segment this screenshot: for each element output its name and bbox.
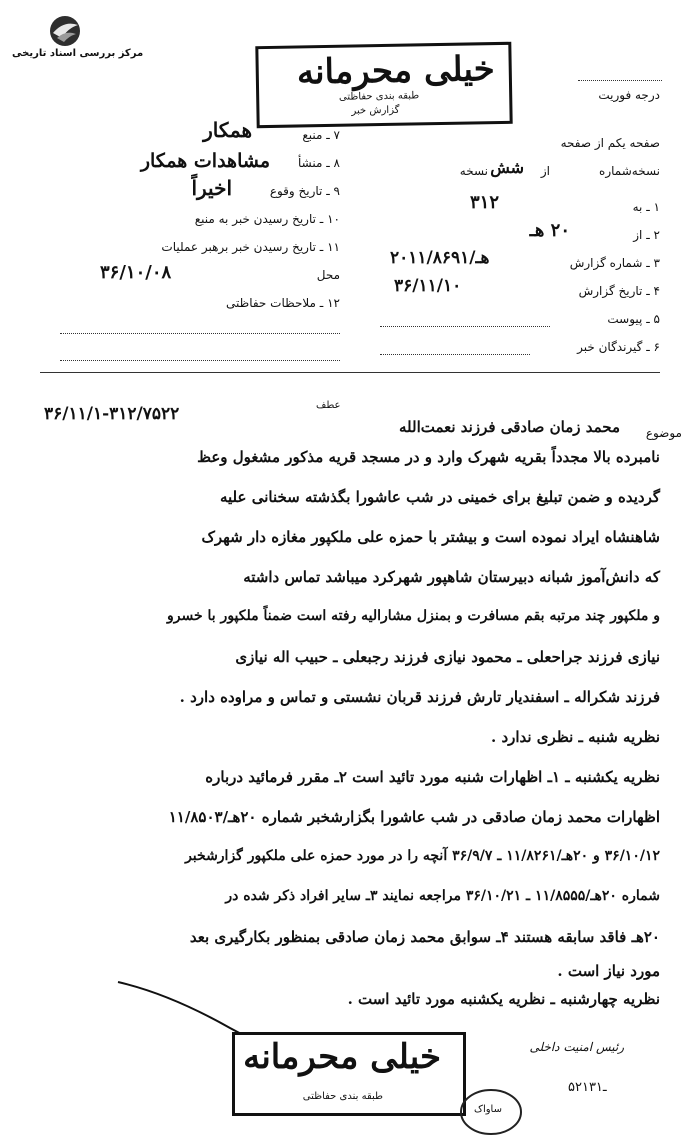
form-label-report-date: ۴ ـ تاریخ گزارش: [578, 284, 660, 298]
body-line: که دانش‌آموز شبانه دبیرستان شاهپور شهرکرد میباشد تماس داشته: [243, 568, 660, 586]
form-label-from: ۲ ـ از: [633, 228, 660, 242]
form-label-notes: ۱۲ ـ ملاحظات حفاظتی: [226, 296, 340, 310]
body-line: نظریه چهارشنبه ـ نظریه یکشنبه مورد تائید است .: [347, 990, 660, 1008]
body-line: ۳۶/۱۰/۱۲ و ۲۰هـ/۱۱/۸۲۶۱ ـ ۳۶/۹/۷ آنچه را در مورد حمزه علی ملکپور گزارشخبر: [185, 848, 660, 864]
body-line: گردیده و ضمن تبلیغ برای خمینی در شب عاشورا بگذشته سخنانی علیه: [219, 488, 660, 506]
subject-refs: ۳۶/۱۱/۱-۳۱۲/۷۵۲۲: [44, 404, 180, 424]
form-label-origin: ۸ ـ منشأ: [297, 156, 340, 170]
logo-icon: [44, 14, 86, 48]
body-line: فرزند شکراله ـ اسفندیار تارش فرزند قربان نشستی و تماس و مراوده دارد .: [179, 688, 660, 706]
body-line: مورد نیاز است .: [557, 962, 660, 980]
footer-stamp-sub: طبقه بندی حفاظتی: [302, 1091, 383, 1102]
form-value-source: همکار: [203, 118, 252, 142]
urgency-label: درجه فوریت: [598, 88, 660, 102]
form-value-to: ۳۱۲: [470, 192, 500, 213]
copies-count: شش: [490, 158, 524, 177]
stamp-sub-text-2: گزارش خبر: [351, 104, 400, 117]
body-line: شاهنشاه ایراد نموده است و بیشتر با حمزه علی ملکپور مغازه دار شهرک: [201, 528, 660, 546]
round-seal: [456, 1086, 526, 1138]
form-label-date: ۹ ـ تاریخ وقوع: [269, 184, 340, 198]
form-label-attachment: ۵ ـ پیوست: [607, 312, 660, 326]
form-label-source-date: ۱۰ ـ تاریخ رسیدن خبر به منبع: [194, 212, 340, 226]
subject-label: موضوع: [645, 426, 682, 440]
form-label-source: ۷ ـ منبع: [302, 128, 340, 142]
stamp-main-text: خیلی محرمانه: [296, 49, 496, 93]
form-label-ops-date: ۱۱ ـ تاریخ رسیدن خبر برهبر عملیات: [161, 240, 340, 254]
seal-text: ساواک: [474, 1104, 502, 1115]
form-label-report-no: ۳ ـ شماره گزارش: [569, 256, 660, 270]
page-line: صفحه یکم از صفحه: [560, 136, 660, 150]
body-line: و ملکپور چند مرتبه بقم مسافرت و بمنزل مشارالیه رفته است ضمناً ملکپور با خسرو: [167, 608, 660, 624]
form-label-recipients: ۶ ـ گیرندگان خبر: [577, 340, 660, 354]
copies-label: نسخه‌شماره: [599, 164, 660, 178]
report-body: [30, 448, 660, 988]
copies-from: از: [540, 164, 550, 178]
form-value-place: ۳۶/۱۰/۰۸: [100, 262, 172, 283]
subject-note: عطف: [316, 400, 341, 411]
form-value-from: ۲۰ هـ: [529, 220, 570, 241]
classification-stamp: [255, 42, 512, 128]
form-value-report-no: ۲۰هـ/۱۱/۸۶۹۱: [390, 248, 490, 268]
body-line: اظهارات محمد زمان صادقی در شب عاشورا بگزارشخبر شماره ۲۰هـ/۱۱/۸۵۰۳: [168, 808, 660, 826]
body-line: ۲۰هـ فاقد سابقه هستند ۴ـ سوابق محمد زمان صادقی بمنظور بکارگیری بعد: [189, 928, 660, 946]
body-line: نظریه شنبه ـ نظری ندارد .: [491, 728, 660, 746]
form-value-date: اخیراً: [191, 176, 232, 200]
body-line: نامبرده بالا مجدداً بقریه شهرک وارد و در مسجد قریه مذکور مشغول وعظ: [197, 448, 660, 466]
form-label-place: محل: [316, 268, 340, 282]
right-form: [380, 128, 660, 358]
subject-text: محمد زمان صادقی فرزند نعمت‌الله: [399, 418, 620, 436]
signature-title: رئیس امنیت داخلی: [529, 1040, 624, 1054]
body-line: نظریه یکشنبه ـ ۱ـ اظهارات شنبه مورد تائید است ۲ـ مقرر فرمائید درباره: [205, 768, 660, 786]
form-label-to: ۱ ـ به: [632, 200, 660, 214]
document-code: ۵۲ـ۱۳۱: [568, 1080, 607, 1095]
body-line: نیازی فرزند جراحعلی ـ محمود نیازی فرزند رجبعلی ـ حبیب اله نیازی: [235, 648, 660, 666]
archive-logo: [44, 14, 86, 48]
form-value-origin: مشاهدات همکار: [140, 150, 270, 172]
copies-suffix: نسخه: [459, 164, 488, 178]
footer-classification-stamp: [232, 1032, 466, 1116]
footer-stamp-text: خیلی محرمانه: [243, 1037, 441, 1077]
left-form: [60, 118, 340, 378]
archive-name: مرکز بررسی اسناد تاریخی: [12, 48, 144, 59]
stamp-sub-text: طبقه بندی حفاظتی: [338, 90, 420, 103]
body-line: شماره ۲۰هـ/۱۱/۸۵۵۵ ـ ۳۶/۱۰/۲۱ مراجعه نمایند ۳ـ سایر افراد ذکر شده در: [225, 888, 660, 904]
form-value-report-date: ۳۶/۱۱/۱۰: [394, 276, 462, 296]
